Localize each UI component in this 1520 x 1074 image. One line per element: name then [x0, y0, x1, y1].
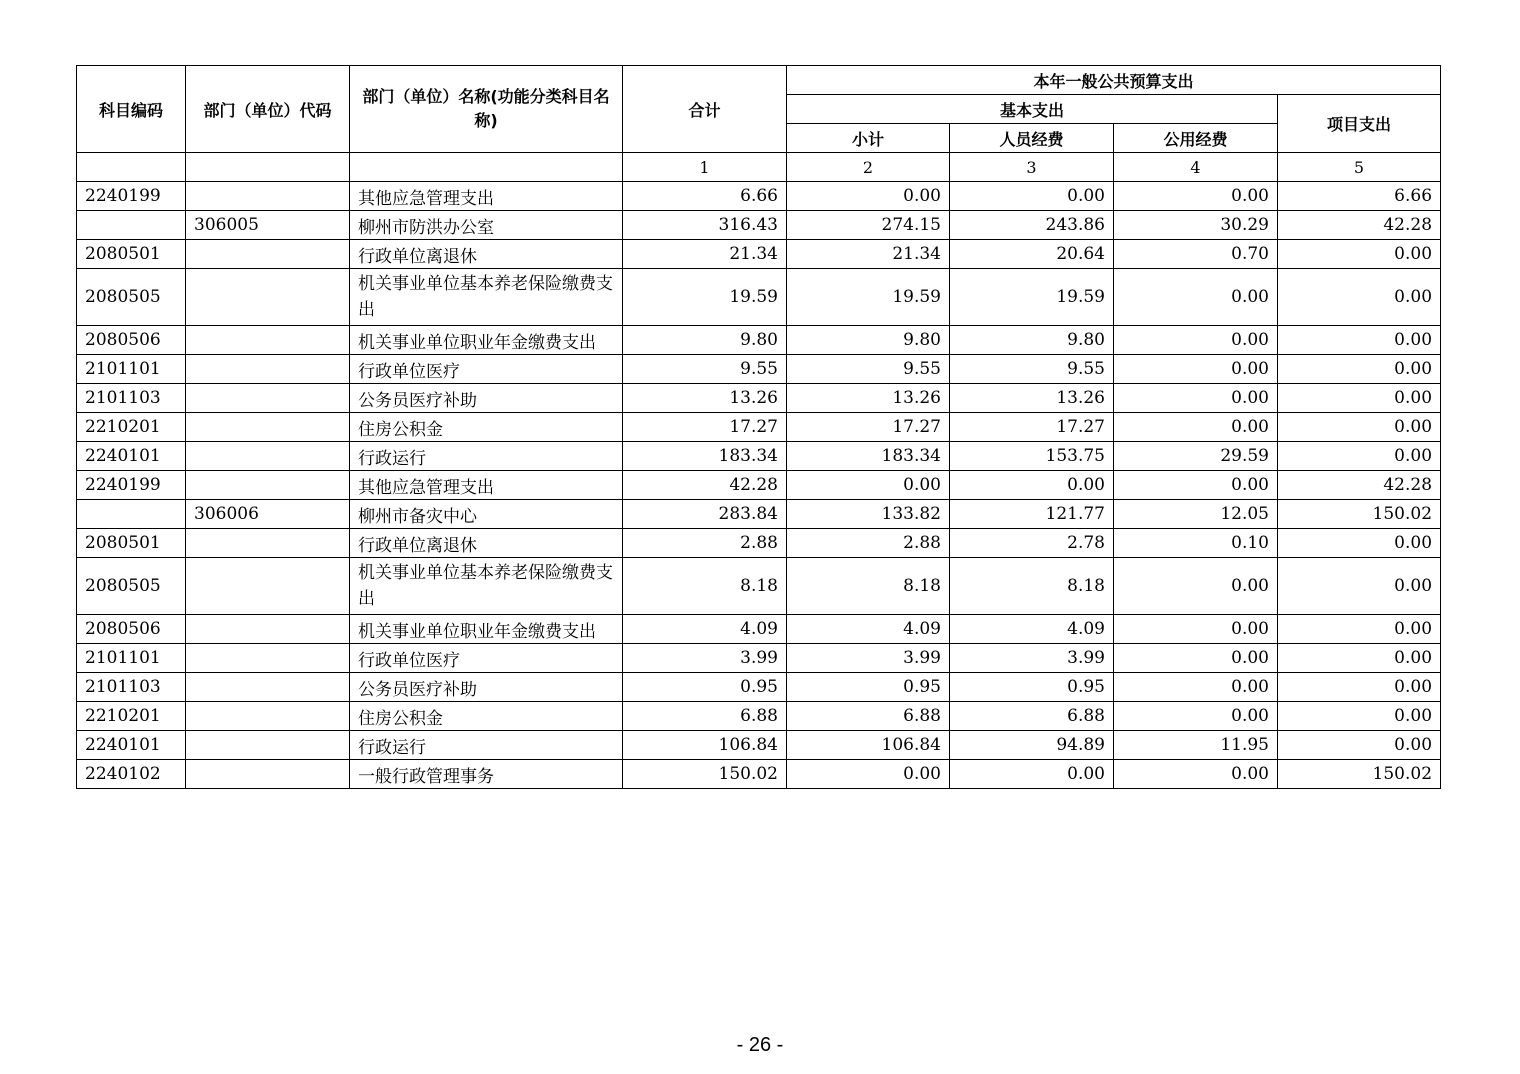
cell-dept-name: 行政运行: [350, 731, 623, 760]
cell-personnel: 0.00: [950, 182, 1114, 211]
cell-subtotal: 0.00: [787, 760, 950, 789]
cell-personnel: 9.80: [950, 326, 1114, 355]
table-row: [77, 760, 1441, 789]
cell-subtotal: 274.15: [787, 211, 950, 240]
budget-expenditure-table: [76, 65, 1441, 789]
cell-public: 0.10: [1114, 529, 1278, 558]
cell-dept-name: 机关事业单位基本养老保险缴费支出: [350, 269, 623, 326]
cell-personnel: 0.00: [950, 760, 1114, 789]
cell-subject-code: 2080505: [77, 269, 186, 326]
cell-dept-code: [186, 731, 350, 760]
header-col-number: 1: [623, 153, 787, 182]
table-row: [77, 529, 1441, 558]
cell-personnel: 8.18: [950, 558, 1114, 615]
header-personnel: 人员经费: [950, 124, 1114, 153]
cell-personnel: 6.88: [950, 702, 1114, 731]
cell-personnel: 20.64: [950, 240, 1114, 269]
cell-subtotal: 21.34: [787, 240, 950, 269]
cell-total: 6.88: [623, 702, 787, 731]
header-total: 合计: [623, 66, 787, 153]
cell-dept-code: [186, 182, 350, 211]
cell-project: 6.66: [1278, 182, 1441, 211]
cell-subtotal: 19.59: [787, 269, 950, 326]
header-blank: [186, 153, 350, 182]
cell-project: 0.00: [1278, 442, 1441, 471]
cell-dept-name: 行政运行: [350, 442, 623, 471]
cell-total: 183.34: [623, 442, 787, 471]
table-row: [77, 269, 1441, 326]
cell-total: 42.28: [623, 471, 787, 500]
cell-personnel: 0.00: [950, 471, 1114, 500]
table-row: [77, 240, 1441, 269]
cell-public: 0.00: [1114, 269, 1278, 326]
cell-subtotal: 3.99: [787, 644, 950, 673]
cell-dept-name: 行政单位离退休: [350, 240, 623, 269]
cell-personnel: 13.26: [950, 384, 1114, 413]
cell-project: 0.00: [1278, 702, 1441, 731]
cell-dept-name: 机关事业单位基本养老保险缴费支出: [350, 558, 623, 615]
cell-dept-name: 其他应急管理支出: [350, 182, 623, 211]
header-basic-expenditure: 基本支出: [787, 95, 1278, 124]
cell-project: 0.00: [1278, 731, 1441, 760]
cell-public: 0.00: [1114, 471, 1278, 500]
table-row: [77, 644, 1441, 673]
cell-public: 0.00: [1114, 760, 1278, 789]
cell-dept-name: 公务员医疗补助: [350, 384, 623, 413]
header-dept-code: 部门（单位）代码: [186, 66, 350, 153]
table-row: [77, 355, 1441, 384]
cell-dept-code: [186, 326, 350, 355]
header-col-number: 3: [950, 153, 1114, 182]
cell-dept-name: 住房公积金: [350, 702, 623, 731]
cell-project: 0.00: [1278, 644, 1441, 673]
cell-public: 0.00: [1114, 413, 1278, 442]
cell-dept-code: [186, 644, 350, 673]
cell-dept-name: 行政单位医疗: [350, 355, 623, 384]
cell-public: 30.29: [1114, 211, 1278, 240]
cell-subtotal: 0.00: [787, 471, 950, 500]
table-row: [77, 500, 1441, 529]
cell-personnel: 17.27: [950, 413, 1114, 442]
page-number: - 26 -: [736, 1034, 784, 1056]
cell-personnel: 0.95: [950, 673, 1114, 702]
cell-total: 13.26: [623, 384, 787, 413]
cell-total: 8.18: [623, 558, 787, 615]
cell-total: 9.80: [623, 326, 787, 355]
table-row: [77, 615, 1441, 644]
header-general-budget: 本年一般公共预算支出: [787, 66, 1441, 95]
cell-subject-code: 2101103: [77, 384, 186, 413]
cell-public: 0.70: [1114, 240, 1278, 269]
cell-project: 0.00: [1278, 355, 1441, 384]
header-blank: [77, 153, 186, 182]
cell-total: 19.59: [623, 269, 787, 326]
cell-subject-code: [77, 500, 186, 529]
cell-subtotal: 9.80: [787, 326, 950, 355]
cell-dept-code: [186, 413, 350, 442]
cell-total: 3.99: [623, 644, 787, 673]
cell-project: 0.00: [1278, 413, 1441, 442]
cell-dept-code: [186, 529, 350, 558]
table-row: [77, 211, 1441, 240]
cell-subject-code: 2080501: [77, 240, 186, 269]
cell-dept-code: [186, 442, 350, 471]
cell-project: 0.00: [1278, 240, 1441, 269]
cell-dept-name: 柳州市备灾中心: [350, 500, 623, 529]
cell-project: 42.28: [1278, 471, 1441, 500]
table-row: [77, 326, 1441, 355]
cell-public: 12.05: [1114, 500, 1278, 529]
cell-dept-code: [186, 384, 350, 413]
cell-subject-code: [77, 211, 186, 240]
cell-subject-code: 2080501: [77, 529, 186, 558]
cell-total: 4.09: [623, 615, 787, 644]
table-row: [77, 442, 1441, 471]
cell-personnel: 9.55: [950, 355, 1114, 384]
table-row: [77, 182, 1441, 211]
header-col-number: 4: [1114, 153, 1278, 182]
cell-total: 6.66: [623, 182, 787, 211]
cell-project: 0.00: [1278, 326, 1441, 355]
cell-total: 283.84: [623, 500, 787, 529]
cell-dept-code: [186, 673, 350, 702]
cell-personnel: 94.89: [950, 731, 1114, 760]
cell-subtotal: 13.26: [787, 384, 950, 413]
cell-dept-code: [186, 240, 350, 269]
cell-project: 0.00: [1278, 529, 1441, 558]
cell-public: 0.00: [1114, 644, 1278, 673]
cell-total: 9.55: [623, 355, 787, 384]
cell-subtotal: 2.88: [787, 529, 950, 558]
table-row: [77, 384, 1441, 413]
cell-personnel: 243.86: [950, 211, 1114, 240]
header-project-expenditure: 项目支出: [1278, 95, 1441, 153]
header-public: 公用经费: [1114, 124, 1278, 153]
header-blank: [350, 153, 623, 182]
table-row: [77, 673, 1441, 702]
cell-total: 106.84: [623, 731, 787, 760]
cell-subject-code: 2240199: [77, 182, 186, 211]
cell-dept-code: [186, 615, 350, 644]
cell-dept-name: 其他应急管理支出: [350, 471, 623, 500]
cell-dept-code: [186, 558, 350, 615]
cell-total: 17.27: [623, 413, 787, 442]
cell-subtotal: 183.34: [787, 442, 950, 471]
cell-total: 150.02: [623, 760, 787, 789]
cell-dept-code: [186, 702, 350, 731]
cell-dept-name: 机关事业单位职业年金缴费支出: [350, 615, 623, 644]
cell-subtotal: 6.88: [787, 702, 950, 731]
cell-public: 0.00: [1114, 355, 1278, 384]
cell-public: 0.00: [1114, 326, 1278, 355]
cell-project: 0.00: [1278, 615, 1441, 644]
cell-public: 0.00: [1114, 558, 1278, 615]
cell-subject-code: 2101103: [77, 673, 186, 702]
cell-subject-code: 2080505: [77, 558, 186, 615]
cell-total: 316.43: [623, 211, 787, 240]
table-row: [77, 471, 1441, 500]
cell-personnel: 19.59: [950, 269, 1114, 326]
cell-dept-name: 行政单位医疗: [350, 644, 623, 673]
table-body: [77, 182, 1441, 789]
cell-public: 0.00: [1114, 673, 1278, 702]
cell-subtotal: 9.55: [787, 355, 950, 384]
cell-public: 0.00: [1114, 384, 1278, 413]
cell-project: 0.00: [1278, 384, 1441, 413]
cell-public: 29.59: [1114, 442, 1278, 471]
cell-personnel: 153.75: [950, 442, 1114, 471]
cell-public: 0.00: [1114, 615, 1278, 644]
cell-dept-name: 机关事业单位职业年金缴费支出: [350, 326, 623, 355]
cell-dept-code: [186, 471, 350, 500]
cell-subject-code: 2080506: [77, 615, 186, 644]
cell-total: 0.95: [623, 673, 787, 702]
cell-project: 150.02: [1278, 760, 1441, 789]
cell-subject-code: 2240102: [77, 760, 186, 789]
cell-dept-name: 公务员医疗补助: [350, 673, 623, 702]
cell-subject-code: 2080506: [77, 326, 186, 355]
cell-subtotal: 133.82: [787, 500, 950, 529]
cell-project: 150.02: [1278, 500, 1441, 529]
cell-dept-code: 306005: [186, 211, 350, 240]
cell-personnel: 2.78: [950, 529, 1114, 558]
header-dept-name: 部门（单位）名称(功能分类科目名称): [350, 66, 623, 153]
cell-personnel: 121.77: [950, 500, 1114, 529]
cell-dept-name: 行政单位离退休: [350, 529, 623, 558]
cell-subtotal: 4.09: [787, 615, 950, 644]
header-col-number: 2: [787, 153, 950, 182]
cell-subtotal: 8.18: [787, 558, 950, 615]
cell-project: 0.00: [1278, 558, 1441, 615]
cell-project: 42.28: [1278, 211, 1441, 240]
header-subtotal: 小计: [787, 124, 950, 153]
cell-subtotal: 106.84: [787, 731, 950, 760]
cell-project: 0.00: [1278, 673, 1441, 702]
cell-dept-code: 306006: [186, 500, 350, 529]
header-subject-code: 科目编码: [77, 66, 186, 153]
cell-dept-name: 一般行政管理事务: [350, 760, 623, 789]
cell-public: 0.00: [1114, 182, 1278, 211]
cell-subject-code: 2210201: [77, 702, 186, 731]
table-row: [77, 413, 1441, 442]
cell-dept-name: 住房公积金: [350, 413, 623, 442]
cell-personnel: 3.99: [950, 644, 1114, 673]
table-header: [77, 66, 1441, 182]
cell-project: 0.00: [1278, 269, 1441, 326]
cell-public: 0.00: [1114, 702, 1278, 731]
table-row: [77, 558, 1441, 615]
table-row: [77, 731, 1441, 760]
cell-total: 21.34: [623, 240, 787, 269]
cell-total: 2.88: [623, 529, 787, 558]
cell-subtotal: 17.27: [787, 413, 950, 442]
cell-subject-code: 2240199: [77, 471, 186, 500]
cell-subject-code: 2240101: [77, 442, 186, 471]
header-col-number: 5: [1278, 153, 1441, 182]
cell-subject-code: 2210201: [77, 413, 186, 442]
cell-dept-code: [186, 760, 350, 789]
cell-subtotal: 0.00: [787, 182, 950, 211]
cell-public: 11.95: [1114, 731, 1278, 760]
cell-personnel: 4.09: [950, 615, 1114, 644]
cell-dept-code: [186, 355, 350, 384]
cell-subject-code: 2101101: [77, 355, 186, 384]
table-row: [77, 702, 1441, 731]
cell-subject-code: 2101101: [77, 644, 186, 673]
cell-subtotal: 0.95: [787, 673, 950, 702]
cell-subject-code: 2240101: [77, 731, 186, 760]
cell-dept-code: [186, 269, 350, 326]
cell-dept-name: 柳州市防洪办公室: [350, 211, 623, 240]
